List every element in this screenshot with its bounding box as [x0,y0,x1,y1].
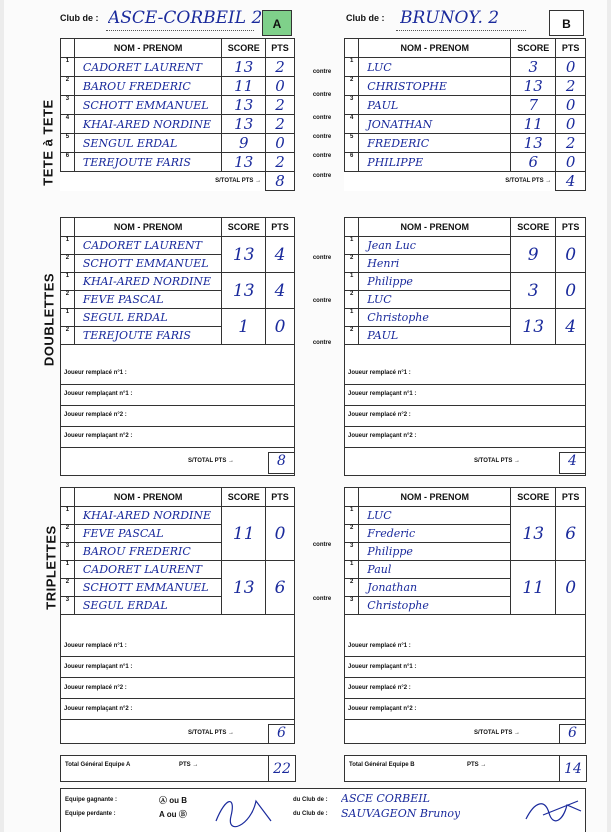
player-name: FEVE PASCAL [74,291,221,309]
player-name: LUC [359,291,511,309]
player-number: 2 [345,255,359,273]
player-number: 3 [61,96,75,115]
team-b-letter-box [549,10,584,36]
club-a-name: ASCE-CORBEIL 2 [108,8,263,28]
player-score: 13 [511,134,556,153]
tete-a-header-score: SCORE [222,39,266,58]
remplacant-row-divider [344,656,586,657]
player-score: 11 [222,77,266,96]
player-name: KHAI-ARED NORDINE [74,507,221,525]
tete-a-header-name: NOM - PRENOM [74,39,221,58]
winner-club-label: du Club de : [293,797,328,803]
tete-b-header-row [345,39,586,58]
remplacant-line: Joueur remplacé n°2 : [348,412,411,418]
contre-label: contre [312,255,332,261]
player-pts: 0 [266,134,295,153]
player-number: 1 [61,58,75,77]
player-pts: 2 [556,134,586,153]
club-b-header [344,8,589,35]
remplacant-line: Joueur remplaçant n°2 : [64,706,133,712]
player-name: Jean Luc [359,237,511,255]
player-name: LUC [359,58,511,77]
team-score: 13 [222,561,266,615]
table-row [61,309,295,327]
contre-label: contre [312,298,332,304]
remplacant-line: Joueur remplaçant n°2 : [348,433,417,439]
player-number: 1 [345,237,359,255]
player-number: 2 [61,525,75,543]
table-row [345,273,586,291]
winner-value: Ⓐ ou B [159,796,187,805]
player-name: SCHOTT EMMANUEL [74,579,221,597]
triplettes-b-header-num [345,488,359,507]
team-pts: 0 [556,237,586,273]
player-name: KHAI-ARED NORDINE [74,115,221,134]
team-pts: 0 [266,507,295,561]
player-number: 5 [345,134,359,153]
remplacant-row-divider [344,405,586,406]
team-b-letter: B [562,17,571,31]
table-row [61,237,295,255]
player-number: 1 [345,58,359,77]
signature-1 [211,791,281,829]
player-name: BAROU FREDERIC [74,77,221,96]
player-number: 2 [61,327,75,345]
remplacant-row-divider [60,698,295,699]
player-name: SEGUL ERDAL [74,597,221,615]
doublettes-b-table [344,217,586,345]
team-score: 11 [222,507,266,561]
team-pts: 4 [266,273,295,309]
section-title-tete: TETE à TETE [40,99,56,186]
table-row [61,58,295,77]
doublettes-b-header-num [345,218,359,237]
team-pts: 6 [266,561,295,615]
remplacant-line: Joueur remplaçant n°1 : [348,664,417,670]
player-name: Christophe [359,309,511,327]
player-number: 2 [345,291,359,309]
remplacant-line: Joueur remplacé n°1 : [348,643,411,649]
loser-club-label: du Club de : [293,811,328,817]
tete-a-header-pts: PTS [266,39,295,58]
team-score: 13 [222,273,266,309]
player-name: CADORET LAURENT [74,237,221,255]
player-name: SEGUL ERDAL [74,309,221,327]
team-score: 9 [511,237,556,273]
table-row [61,153,295,172]
player-name: PAUL [359,96,511,115]
triplettes-b-header-pts: PTS [556,488,586,507]
player-name: SCHOTT EMMANUEL [74,255,221,273]
doublettes-b-header-name: NOM - PRENOM [359,218,511,237]
player-name: Henri [359,255,511,273]
club-b-name: BRUNOY. 2 [400,8,500,28]
remplacant-line: Joueur remplacé n°1 : [64,370,127,376]
player-name: TEREJOUTE FARIS [74,327,221,345]
doublettes-a-total: 8 [268,452,295,474]
team-pts: 0 [266,309,295,345]
general-total-b-pts-label: PTS → [467,762,487,768]
contre-label: contre [312,115,332,121]
team-pts: 0 [556,561,586,615]
table-row [345,507,586,525]
triplettes-a-total: 6 [268,724,295,744]
club-a-line [106,30,254,31]
table-row [61,134,295,153]
player-name: Christophe [359,597,511,615]
doublettes-a-header-score: SCORE [222,218,266,237]
player-name: Frederic [359,525,511,543]
player-name: Jonathan [359,579,511,597]
player-score: 7 [511,96,556,115]
remplacant-row-divider [344,698,586,699]
subtotal-value: 8 [266,172,295,191]
team-score: 11 [511,561,556,615]
doublettes-a-table [60,217,295,345]
table-row [345,58,586,77]
result-footer [60,788,586,832]
general-total-a [60,755,295,782]
triplettes-a-subtotal-label: S/TOTAL PTS → [188,730,235,736]
contre-label: contre [312,596,332,602]
player-number: 1 [345,309,359,327]
table-row [61,561,295,579]
player-number: 4 [345,115,359,134]
club-b-line [396,30,526,31]
contre-label: contre [312,69,332,75]
club-a-label: Club de : [60,13,99,23]
player-number: 1 [61,237,75,255]
player-name: CHRISTOPHE [359,77,511,96]
player-number: 1 [61,561,75,579]
player-pts: 0 [556,58,586,77]
player-pts: 0 [556,153,586,172]
player-number: 4 [61,115,75,134]
table-row [345,309,586,327]
contre-label: contre [312,153,332,159]
contre-label: contre [312,542,332,548]
player-score: 9 [222,134,266,153]
team-a-letter: A [272,17,282,31]
remplacant-row-divider [344,447,586,448]
winner-label: Equipe gagnante : [65,797,118,803]
remplacant-row-divider [344,677,586,678]
player-name: CADORET LAURENT [74,561,221,579]
contre-label: contre [312,340,332,346]
player-number: 1 [61,507,75,525]
player-pts: 0 [556,115,586,134]
player-number: 1 [61,309,75,327]
tete-b-header-score: SCORE [511,39,556,58]
general-total-a-label: Total Général Equipe A [65,762,131,768]
remplacant-line: Joueur remplaçant n°1 : [348,391,417,397]
table-row [345,96,586,115]
tete-b-table [344,38,586,191]
triplettes-b-header-name: NOM - PRENOM [359,488,511,507]
player-score: 11 [511,115,556,134]
player-number: 1 [61,273,75,291]
doublettes-b-header-row [345,218,586,237]
player-name: PHILIPPE [359,153,511,172]
player-number: 6 [61,153,75,172]
score-sheet [4,0,607,832]
loser-label: Equipe perdante : [65,811,116,817]
table-row [345,134,586,153]
player-score: 13 [222,115,266,134]
doublettes-b-total: 4 [559,452,586,474]
remplacant-row-divider [60,405,295,406]
club-a-header [58,8,298,35]
contre-label: contre [312,92,332,98]
loser-value: A ou Ⓑ [159,810,187,819]
player-name: Philippe [359,543,511,561]
player-pts: 2 [266,153,295,172]
player-number: 2 [61,77,75,96]
team-a-letter-box [262,10,292,36]
player-number: 3 [345,543,359,561]
player-number: 2 [61,579,75,597]
triplettes-b-total: 6 [559,724,586,744]
triplettes-a-header-num [61,488,75,507]
player-name: BAROU FREDERIC [74,543,221,561]
remplacant-line: Joueur remplacé n°2 : [348,685,411,691]
player-number: 1 [345,561,359,579]
team-score: 13 [511,309,556,345]
team-pts: 4 [556,309,586,345]
subtotal-row [345,172,586,191]
player-pts: 2 [266,115,295,134]
general-total-a-pts-label: PTS → [179,762,199,768]
player-name: Philippe [359,273,511,291]
remplacant-line: Joueur remplacé n°2 : [64,685,127,691]
general-total-b-value: 14 [559,755,587,782]
remplacant-row-divider [60,656,295,657]
table-row [61,96,295,115]
player-pts: 2 [266,96,295,115]
general-total-b [344,755,586,782]
doublettes-a-header-num [61,218,75,237]
tete-a-table [60,38,295,191]
team-score: 1 [222,309,266,345]
subtotal-row [61,172,295,191]
player-score: 13 [511,77,556,96]
table-row [61,273,295,291]
player-name: TEREJOUTE FARIS [74,153,221,172]
team-score: 13 [222,237,266,273]
table-row [61,507,295,525]
tete-a-header-num [61,39,75,58]
player-name: Paul [359,561,511,579]
table-row [345,561,586,579]
team-score: 13 [511,507,556,561]
player-score: 13 [222,58,266,77]
table-row [345,77,586,96]
player-name: SENGUL ERDAL [74,134,221,153]
tete-a-header-row [61,39,295,58]
doublettes-a-header-pts: PTS [266,218,295,237]
player-score: 6 [511,153,556,172]
player-number: 1 [345,273,359,291]
general-total-a-value: 22 [268,755,296,782]
player-name: PAUL [359,327,511,345]
player-number: 3 [345,96,359,115]
remplacant-row-divider [60,447,295,448]
triplettes-b-subtotal-label: S/TOTAL PTS → [474,730,521,736]
player-score: 13 [222,96,266,115]
remplacant-line: Joueur remplaçant n°1 : [64,664,133,670]
club-b-label: Club de : [346,13,385,23]
remplacant-row-divider [344,426,586,427]
contre-label: contre [312,134,332,140]
player-number: 2 [345,525,359,543]
table-row [345,153,586,172]
player-name: CADORET LAURENT [74,58,221,77]
player-number: 2 [61,291,75,309]
player-number: 6 [345,153,359,172]
triplettes-b-table [344,487,586,615]
remplacant-line: Joueur remplacé n°1 : [64,643,127,649]
player-pts: 2 [266,58,295,77]
remplacant-row-divider [60,677,295,678]
player-pts: 0 [556,96,586,115]
table-row [61,115,295,134]
player-number: 3 [61,597,75,615]
tete-b-header-pts: PTS [556,39,586,58]
doublettes-b-header-score: SCORE [511,218,556,237]
player-name: FEVE PASCAL [74,525,221,543]
loser-club-value: SAUVAGEON Brunoy [341,807,461,820]
player-name: LUC [359,507,511,525]
player-name: KHAI-ARED NORDINE [74,273,221,291]
contre-label: contre [312,173,332,179]
team-pts: 0 [556,273,586,309]
triplettes-b-header-score: SCORE [511,488,556,507]
remplacant-line: Joueur remplaçant n°2 : [64,433,133,439]
player-name: SCHOTT EMMANUEL [74,96,221,115]
signature-2 [523,791,585,829]
tete-b-header-name: NOM - PRENOM [359,39,511,58]
player-number: 2 [345,327,359,345]
player-number: 2 [345,579,359,597]
subtotal-value: 4 [556,172,586,191]
section-title-triplettes: TRIPLETTES [43,525,59,610]
remplacant-row-divider [60,426,295,427]
player-score: 3 [511,58,556,77]
player-score: 13 [222,153,266,172]
team-pts: 4 [266,237,295,273]
subtotal-label: S/TOTAL PTS → [505,178,552,185]
remplacant-line: Joueur remplaçant n°2 : [348,706,417,712]
general-total-b-label: Total Général Equipe B [349,762,415,768]
remplacant-line: Joueur remplacé n°2 : [64,412,127,418]
remplacant-row-divider [344,384,586,385]
remplacant-line: Joueur remplacé n°1 : [348,370,411,376]
table-row [345,115,586,134]
player-name: JONATHAN [359,115,511,134]
doublettes-a-header-name: NOM - PRENOM [74,218,221,237]
player-number: 5 [61,134,75,153]
table-row [61,77,295,96]
remplacant-row-divider [344,719,586,720]
doublettes-b-header-pts: PTS [556,218,586,237]
tete-b-header-num [345,39,359,58]
triplettes-a-header-pts: PTS [266,488,295,507]
triplettes-a-table [60,487,295,615]
table-row [345,237,586,255]
triplettes-b-header-row [345,488,586,507]
player-number: 3 [61,543,75,561]
winner-club-value: ASCE CORBEIL [341,792,430,805]
player-number: 2 [345,77,359,96]
subtotal-label: S/TOTAL PTS → [215,178,262,185]
remplacant-line: Joueur remplaçant n°1 : [64,391,133,397]
doublettes-a-subtotal-label: S/TOTAL PTS → [188,458,235,464]
team-pts: 6 [556,507,586,561]
triplettes-a-header-score: SCORE [222,488,266,507]
team-score: 3 [511,273,556,309]
doublettes-b-subtotal-label: S/TOTAL PTS → [474,458,521,464]
player-number: 3 [345,597,359,615]
triplettes-a-header-name: NOM - PRENOM [74,488,221,507]
doublettes-a-header-row [61,218,295,237]
player-pts: 2 [556,77,586,96]
player-number: 2 [61,255,75,273]
triplettes-a-header-row [61,488,295,507]
remplacant-row-divider [60,719,295,720]
player-pts: 0 [266,77,295,96]
player-name: FREDERIC [359,134,511,153]
remplacant-row-divider [60,384,295,385]
player-number: 1 [345,507,359,525]
section-title-doublettes: DOUBLETTES [41,272,57,367]
